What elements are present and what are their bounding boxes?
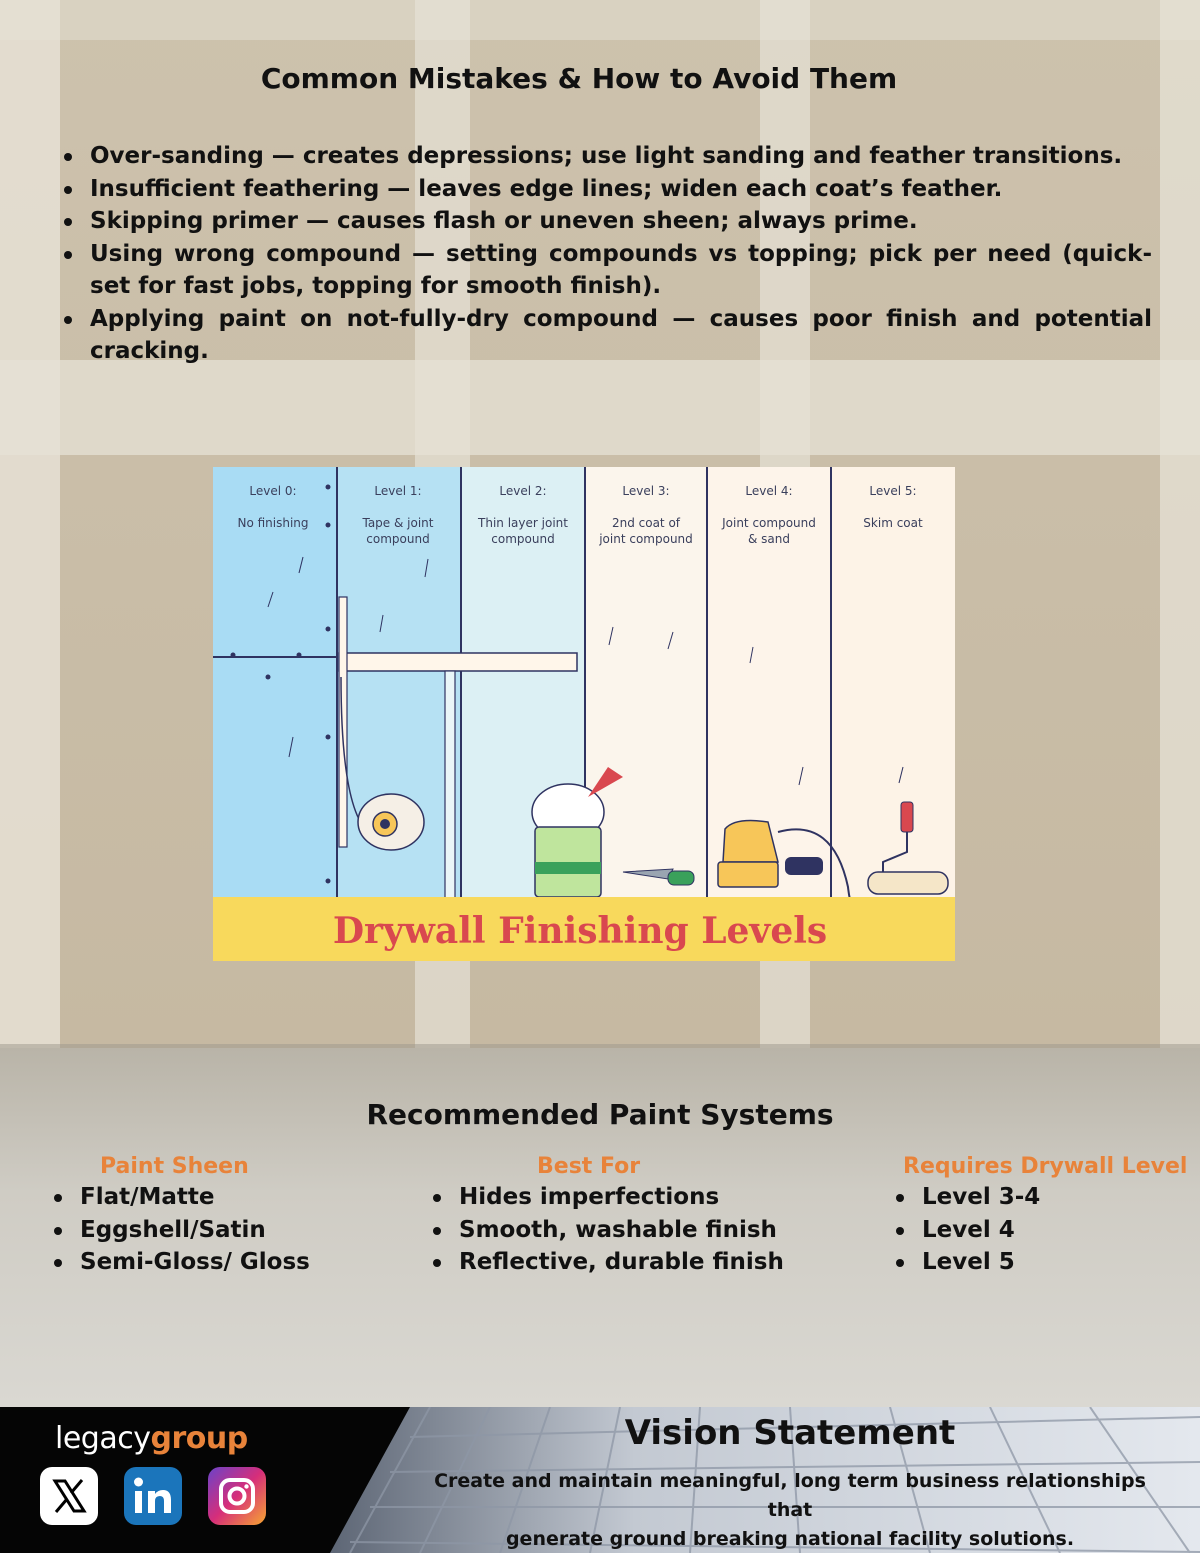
- level-desc: joint compound: [599, 532, 693, 546]
- list-item: Hides imperfections: [431, 1181, 784, 1214]
- list-item: Using wrong compound — setting compounds vs topping; pick per need (quick-set for fast jobs, topping for smooth finish).: [62, 238, 1152, 303]
- level-title: Level 2:: [499, 484, 547, 498]
- list-item: Level 5: [894, 1246, 1187, 1279]
- level-desc: No finishing: [237, 516, 309, 530]
- vision-statement: Create and maintain meaningful, long term business relationships that generate ground breaking national facility solutions.: [434, 1470, 1146, 1550]
- level-title: Level 0:: [249, 484, 297, 498]
- level-desc: Thin layer joint: [478, 516, 568, 530]
- list-item: Applying paint on not-fully-dry compound — causes poor finish and potential cracking.: [62, 303, 1152, 368]
- column-heading: Requires Drywall Level: [903, 1154, 1188, 1179]
- list-item: Over-sanding — creates depressions; use light sanding and feather transitions.: [62, 140, 1152, 173]
- list-item: Insufficient feathering — leaves edge lines; widen each coat’s feather.: [62, 173, 1152, 206]
- instagram-icon[interactable]: [208, 1467, 266, 1525]
- drywall-levels-illustration: [213, 467, 955, 961]
- footer: [0, 1407, 1200, 1553]
- mistakes-list: [62, 140, 1152, 368]
- paint-systems-heading: Recommended Paint Systems: [366, 1098, 834, 1131]
- illustration-svg: [213, 467, 955, 961]
- mistakes-heading: Common Mistakes & How to Avoid Them: [260, 62, 898, 95]
- level-desc: Skim coat: [863, 516, 923, 530]
- level-title: Level 4:: [745, 484, 793, 498]
- paint-sheen-column: [52, 1154, 310, 1279]
- list-item: Skipping primer — causes flash or uneven sheen; always prime.: [62, 205, 1152, 238]
- list-item: Smooth, washable finish: [431, 1214, 784, 1247]
- level-title: Level 3:: [622, 484, 670, 498]
- panel-level-0: [213, 467, 337, 901]
- list-item: Level 4: [894, 1214, 1187, 1247]
- panel-level-5: [831, 467, 955, 901]
- brand-logo[interactable]: legacygroup: [55, 1421, 248, 1456]
- list-item: Level 3-4: [894, 1181, 1187, 1214]
- list-item: Reflective, durable finish: [431, 1246, 784, 1279]
- level-desc: compound: [366, 532, 430, 546]
- banner-title: Drywall Finishing Levels: [332, 910, 828, 952]
- level-desc: & sand: [748, 532, 790, 546]
- tape-horizontal: [339, 653, 577, 671]
- level-desc: Joint compound: [722, 516, 816, 530]
- list-item: Eggshell/Satin: [52, 1214, 310, 1247]
- linkedin-icon[interactable]: [124, 1467, 182, 1525]
- level-desc: Tape & joint: [362, 516, 434, 530]
- best-for-column: [431, 1154, 784, 1279]
- column-heading: Best For: [537, 1154, 641, 1179]
- level-title: Level 1:: [374, 484, 422, 498]
- list-item: Semi-Gloss/ Gloss: [52, 1246, 310, 1279]
- level-desc: compound: [491, 532, 555, 546]
- level-title: Level 5:: [869, 484, 917, 498]
- list-item: Flat/Matte: [52, 1181, 310, 1214]
- drywall-level-column: [894, 1154, 1187, 1279]
- column-heading: Paint Sheen: [100, 1154, 249, 1179]
- level-desc: 2nd coat of: [611, 516, 681, 530]
- x-icon[interactable]: [40, 1467, 98, 1525]
- vision-heading: Vision Statement: [624, 1413, 956, 1453]
